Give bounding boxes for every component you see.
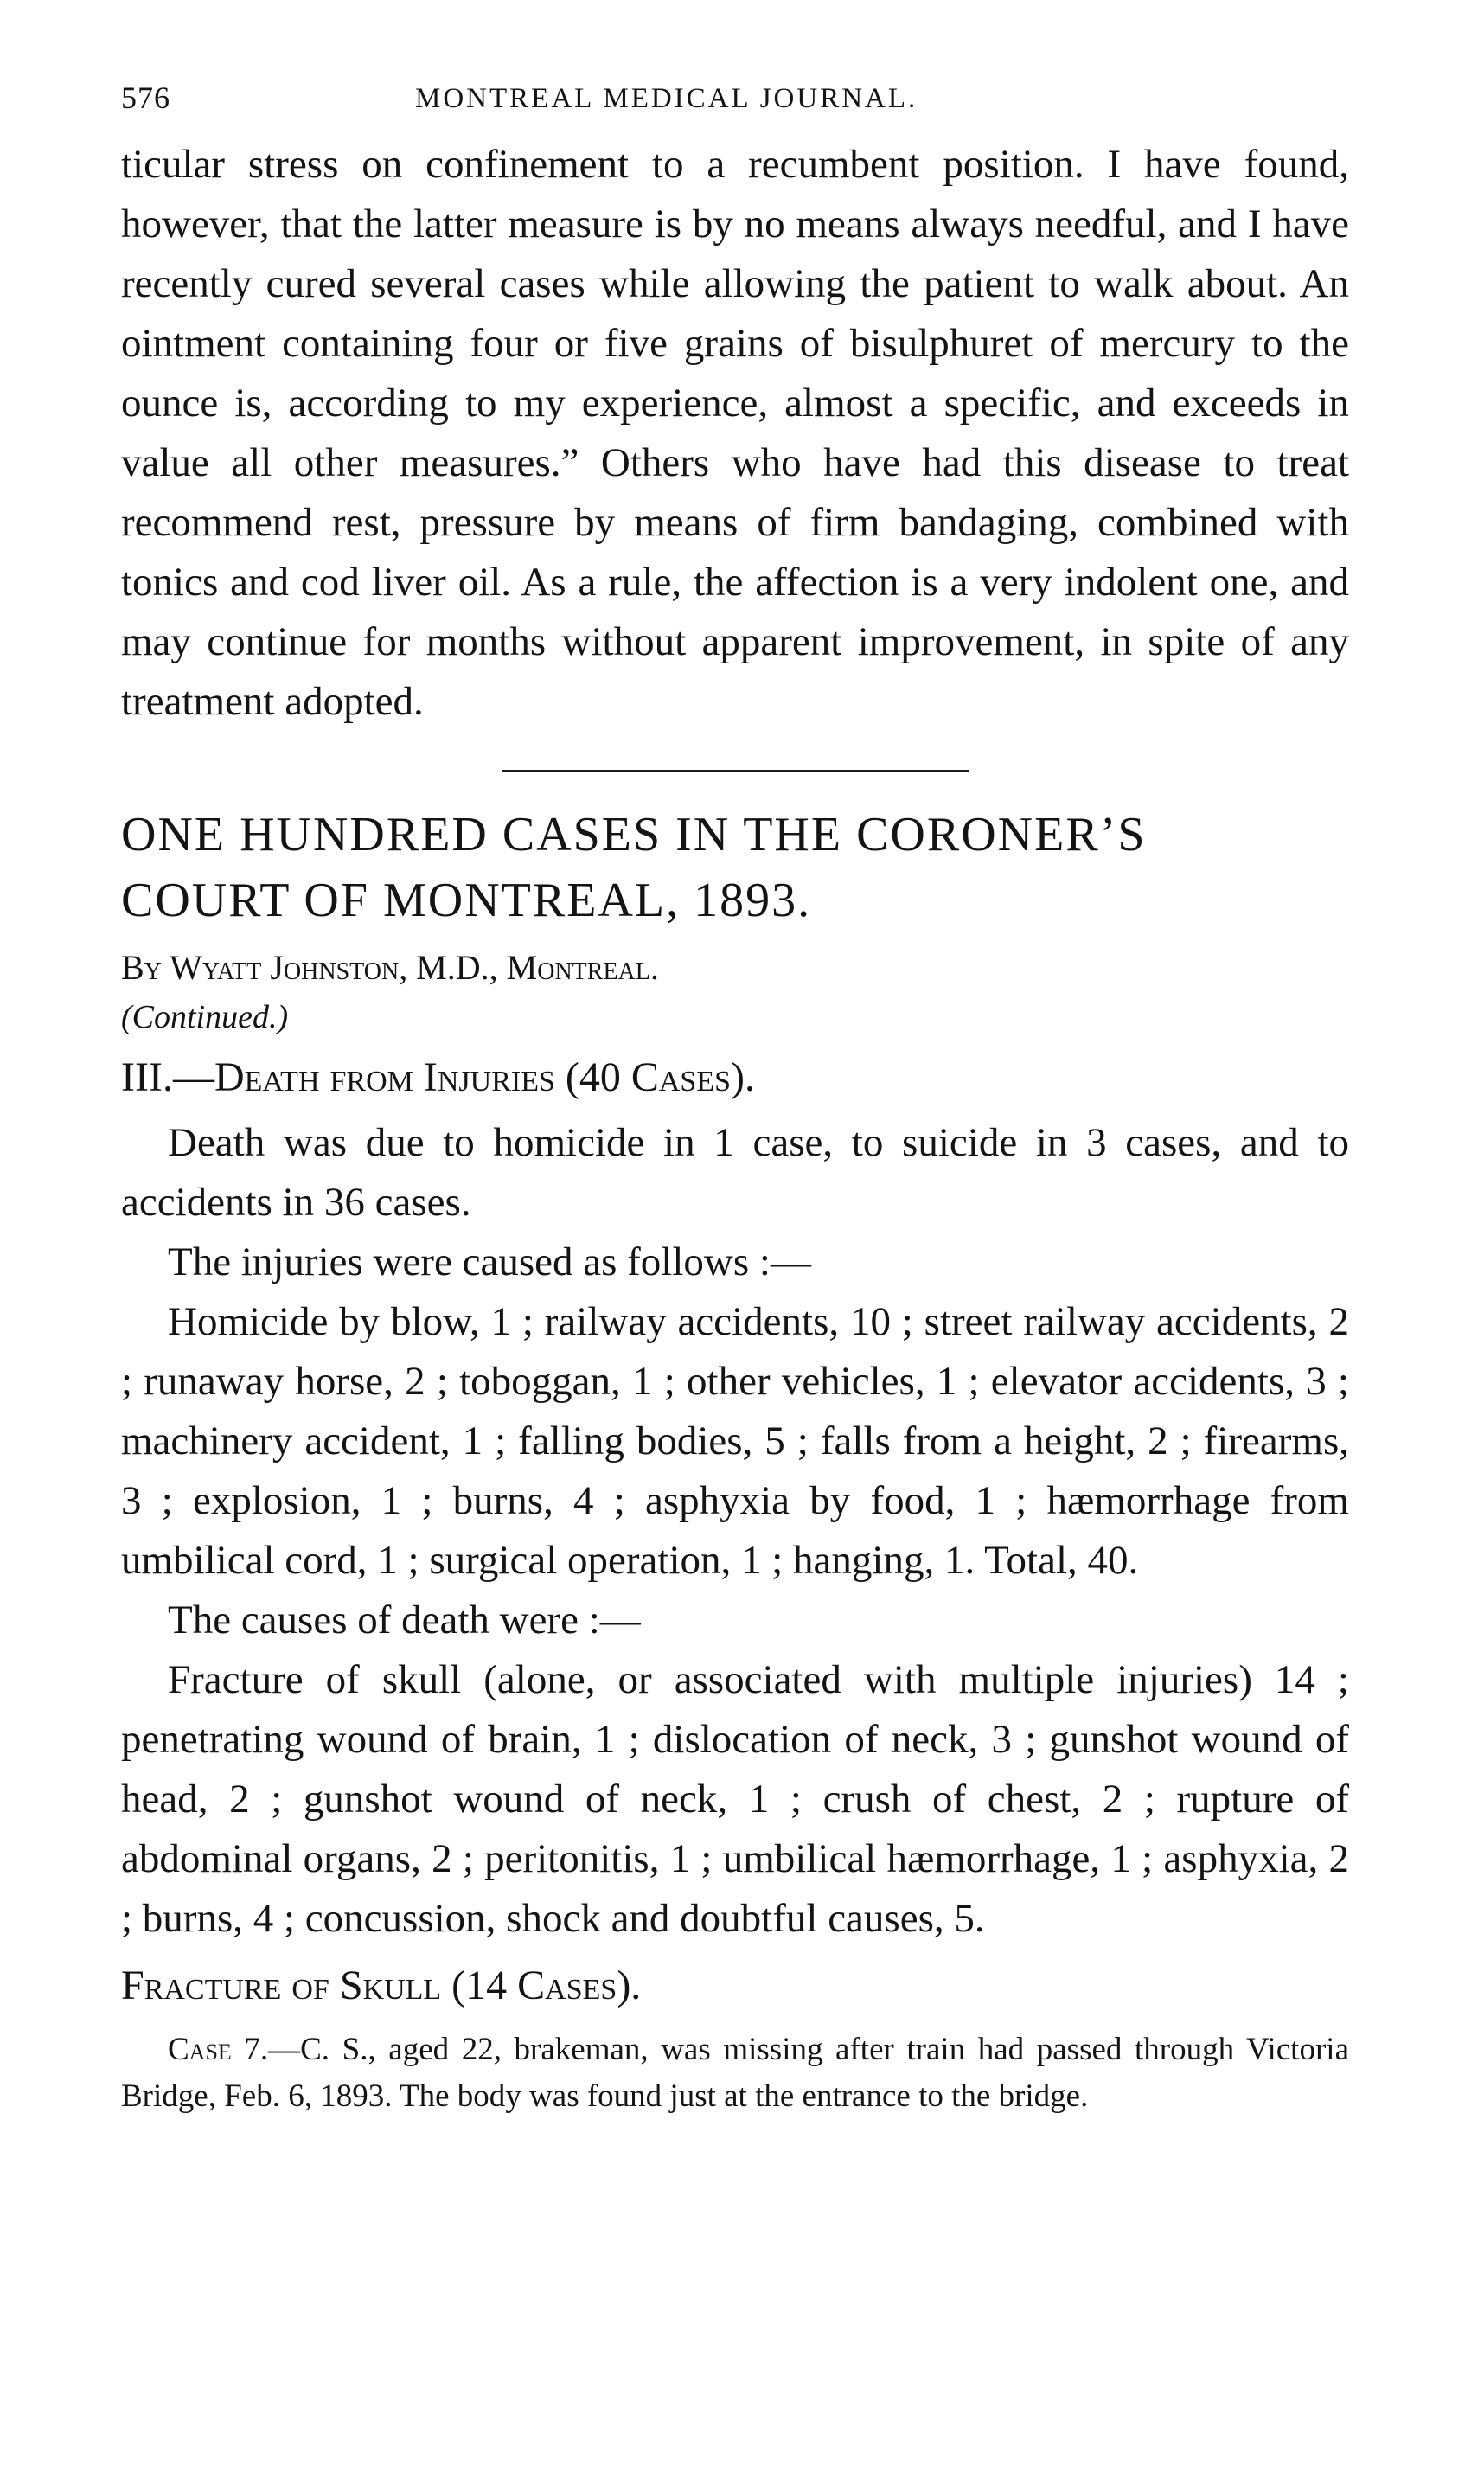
page [121,80,1349,2120]
byline: By Wyatt Johnston, M.D., Montreal. [121,948,659,987]
continued-note: (Continued.) [121,999,289,1035]
subsection-heading: Fracture of Skull (14 Cases). [121,1963,642,2008]
article-title-line-1: ONE HUNDRED CASES IN THE CORONER’S [121,808,1147,861]
section-divider [502,770,969,772]
article-title-line-2: COURT OF MONTREAL, 1893. [121,874,812,927]
paragraph-death-summary: Death was due to homicide in 1 case, to suicide in 3 cases, and to accidents in 36 cases. [121,1120,1349,1225]
page-number: 576 [121,80,170,115]
section-heading: III.—Death from Injuries (40 Cases). [121,1054,755,1100]
case-paragraph [121,2027,1349,2120]
journal-title: MONTREAL MEDICAL JOURNAL. [415,83,918,114]
continuation-paragraph: ticular stress on confinement to a recumbent position. I have found, however, that the latter measure is by no means always needful, and I have recently cured several cases while allowing the patient to walk about. An ointment containing four or five grains of bisulphuret of mercury to the ounce is, according to my experience, almost a specific, and exceeds in value all other measures.” Others who have had this disease to treat recommend rest, pressure by means of firm bandaging, combined with tonics and cod liver oil. As a rule, the affection is a very indolent one, and may continue for months without apparent improvement, in spite of any treatment adopted. [121,142,1349,724]
running-header [121,80,1349,135]
case-label: Case 7. [168,2032,269,2067]
case-text: —C. S., aged 22, brakeman, was missing after train had passed through Victoria Bridge, Feb. 6, 1893. The body was found just at the entrance to the bridge. [121,2032,1349,2114]
paragraph-causes-intro: The causes of death were :— [168,1598,641,1643]
paragraph-injuries-list: Homicide by blow, 1 ; railway accidents, 10 ; street railway accidents, 2 ; runaway horse, 2 ; toboggan, 1 ; other vehicles, 1 ; elevator accidents, 3 ; machinery accident, 1 ; falling bodies, 5 ; falls from a height, 2 ; firearms, 3 ; explosion, 1 ; burns, 4 ; asphyxia by food, 1 ; hæmorrhage from umbilical cord, 1 ; surgical operation, 1 ; hanging, 1. Total, 40. [121,1299,1349,1583]
paragraph-causes-list: Fracture of skull (alone, or associated with multiple injuries) 14 ; penetrating wound of brain, 1 ; dislocation of neck, 3 ; gunshot wound of head, 2 ; gunshot wound of neck, 1 ; crush of chest, 2 ; rupture of abdominal organs, 2 ; peritonitis, 1 ; umbilical hæmorrhage, 1 ; asphyxia, 2 ; burns, 4 ; concussion, shock and doubtful causes, 5. [121,1657,1349,1941]
paragraph-injuries-intro: The injuries were caused as follows :— [168,1239,811,1284]
